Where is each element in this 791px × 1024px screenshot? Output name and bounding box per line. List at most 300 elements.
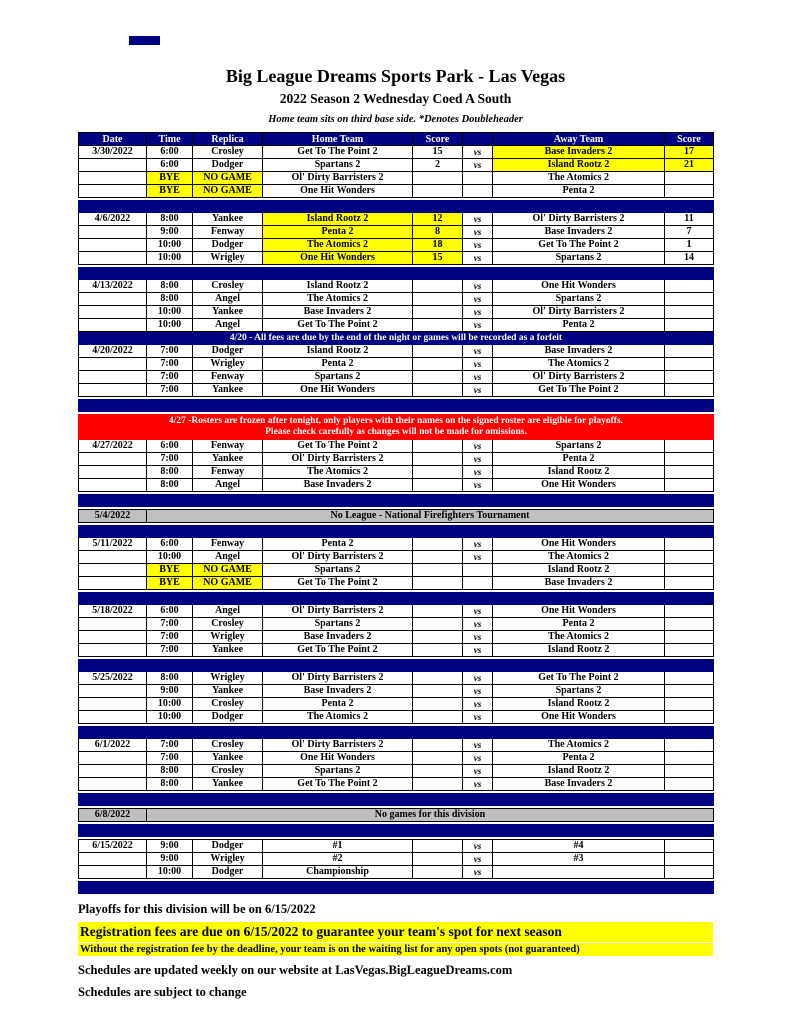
vs-cell: vs <box>463 840 493 853</box>
home-score-cell <box>413 778 463 791</box>
separator-bar <box>79 794 714 806</box>
home-score-cell <box>413 185 463 198</box>
vs-cell: vs <box>463 685 493 698</box>
vs-cell: vs <box>463 479 493 492</box>
home-score-cell <box>413 319 463 332</box>
away-team-cell: Base Invaders 2 <box>493 226 665 239</box>
away-team-cell: Penta 2 <box>493 453 665 466</box>
home-team-cell: Spartans 2 <box>263 618 413 631</box>
replica-cell: Fenway <box>193 226 263 239</box>
away-team-cell: Island Rootz 2 <box>493 765 665 778</box>
replica-cell: Wrigley <box>193 358 263 371</box>
home-score-cell: 12 <box>413 213 463 226</box>
away-team-cell: Base Invaders 2 <box>493 146 665 159</box>
home-team-cell: Spartans 2 <box>263 371 413 384</box>
replica-cell: Crosley <box>193 698 263 711</box>
registration-fee-note: Registration fees are due on 6/15/2022 to guarantee your team's spot for next season <box>78 922 713 942</box>
away-team-cell: Get To The Point 2 <box>493 384 665 397</box>
away-score-cell <box>665 605 714 618</box>
vs-cell: vs <box>463 551 493 564</box>
replica-cell: Yankee <box>193 778 263 791</box>
table-header-row <box>79 133 714 146</box>
home-score-cell <box>413 538 463 551</box>
home-team-cell: The Atomics 2 <box>263 239 413 252</box>
game-row <box>79 319 714 332</box>
home-score-cell <box>413 577 463 590</box>
time-cell: BYE <box>147 185 193 198</box>
banner-line-1: 4/27 -Rosters are frozen after tonight, only players with their names on the signed roster are eligible for playoffs. <box>168 416 624 426</box>
vs-cell: vs <box>463 631 493 644</box>
time-cell: 10:00 <box>147 319 193 332</box>
date-cell <box>79 185 147 198</box>
date-cell <box>79 866 147 879</box>
away-score-cell <box>665 280 714 293</box>
home-score-cell <box>413 644 463 657</box>
col-header-vs <box>463 133 493 146</box>
away-score-cell <box>665 319 714 332</box>
away-score-cell <box>665 466 714 479</box>
replica-cell: Crosley <box>193 739 263 752</box>
roster-freeze-banner <box>79 415 714 440</box>
date-cell: 5/25/2022 <box>79 672 147 685</box>
time-cell: 10:00 <box>147 866 193 879</box>
time-cell: 7:00 <box>147 631 193 644</box>
home-team-cell: Get To The Point 2 <box>263 319 413 332</box>
away-team-cell: Get To The Point 2 <box>493 672 665 685</box>
game-row <box>79 644 714 657</box>
away-score-cell <box>665 538 714 551</box>
home-team-cell: One Hit Wonders <box>263 185 413 198</box>
away-team-cell: The Atomics 2 <box>493 172 665 185</box>
vs-cell: vs <box>463 778 493 791</box>
away-team-cell: Penta 2 <box>493 185 665 198</box>
vs-cell: vs <box>463 280 493 293</box>
game-row <box>79 466 714 479</box>
away-score-cell <box>665 765 714 778</box>
time-cell: 7:00 <box>147 371 193 384</box>
home-team-cell: Island Rootz 2 <box>263 213 413 226</box>
time-cell: 7:00 <box>147 384 193 397</box>
away-team-cell: Get To The Point 2 <box>493 239 665 252</box>
home-team-cell: #1 <box>263 840 413 853</box>
away-score-cell: 14 <box>665 252 714 265</box>
date-cell <box>79 226 147 239</box>
home-score-cell: 2 <box>413 159 463 172</box>
replica-cell: Yankee <box>193 384 263 397</box>
date-cell: 6/1/2022 <box>79 739 147 752</box>
col-header-time: Time <box>147 133 193 146</box>
vs-cell <box>463 185 493 198</box>
time-cell: 8:00 <box>147 672 193 685</box>
home-team-cell: Penta 2 <box>263 698 413 711</box>
time-cell: 8:00 <box>147 213 193 226</box>
game-row <box>79 551 714 564</box>
date-cell: 5/18/2022 <box>79 605 147 618</box>
date-cell <box>79 159 147 172</box>
home-score-cell: 15 <box>413 252 463 265</box>
away-score-cell <box>665 685 714 698</box>
home-score-cell <box>413 711 463 724</box>
home-team-cell: Get To The Point 2 <box>263 577 413 590</box>
separator-row <box>79 268 714 280</box>
game-row <box>79 306 714 319</box>
vs-cell: vs <box>463 453 493 466</box>
home-score-cell <box>413 605 463 618</box>
away-score-cell <box>665 698 714 711</box>
vs-cell: vs <box>463 765 493 778</box>
home-score-cell <box>413 479 463 492</box>
date-cell: 4/6/2022 <box>79 213 147 226</box>
away-score-cell <box>665 853 714 866</box>
vs-cell: vs <box>463 739 493 752</box>
date-cell <box>79 698 147 711</box>
separator-bar <box>79 400 714 412</box>
waiting-list-note: Without the registration fee by the deadline, your team is on the waiting list for any open spots (not guaranteed) <box>78 943 713 956</box>
vs-cell: vs <box>463 226 493 239</box>
separator-bar <box>79 593 714 605</box>
time-cell: 10:00 <box>147 698 193 711</box>
date-cell: 4/27/2022 <box>79 440 147 453</box>
home-score-cell <box>413 685 463 698</box>
away-score-cell <box>665 631 714 644</box>
replica-cell: Yankee <box>193 644 263 657</box>
home-score-cell <box>413 172 463 185</box>
away-team-cell: Spartans 2 <box>493 685 665 698</box>
away-score-cell <box>665 739 714 752</box>
vs-cell: vs <box>463 159 493 172</box>
game-row <box>79 765 714 778</box>
date-cell <box>79 765 147 778</box>
home-score-cell <box>413 840 463 853</box>
home-score-cell <box>413 466 463 479</box>
vs-cell: vs <box>463 293 493 306</box>
replica-cell: Fenway <box>193 538 263 551</box>
vs-cell: vs <box>463 146 493 159</box>
time-cell: 7:00 <box>147 752 193 765</box>
bye-row <box>79 577 714 590</box>
game-row <box>79 618 714 631</box>
vs-cell <box>463 564 493 577</box>
vs-cell: vs <box>463 306 493 319</box>
home-score-cell: 18 <box>413 239 463 252</box>
time-cell: 8:00 <box>147 280 193 293</box>
separator-bar <box>79 882 714 894</box>
game-row <box>79 345 714 358</box>
vs-cell: vs <box>463 345 493 358</box>
separator-bar <box>79 268 714 280</box>
home-team-cell: Championship <box>263 866 413 879</box>
date-cell <box>79 172 147 185</box>
time-cell: 10:00 <box>147 551 193 564</box>
date-cell: 6/8/2022 <box>79 809 147 822</box>
away-team-cell: #4 <box>493 840 665 853</box>
game-row <box>79 479 714 492</box>
vs-cell: vs <box>463 371 493 384</box>
fees-due-note: 4/20 - All fees are due by the end of the night or games will be recorded as a forfeit <box>79 332 714 345</box>
away-team-cell: Penta 2 <box>493 752 665 765</box>
away-team-cell: The Atomics 2 <box>493 551 665 564</box>
schedule-table-body <box>79 146 714 894</box>
home-score-cell <box>413 293 463 306</box>
home-team-cell: Ol' Dirty Barristers 2 <box>263 739 413 752</box>
away-score-cell: 21 <box>665 159 714 172</box>
time-cell: BYE <box>147 564 193 577</box>
home-team-cell: #2 <box>263 853 413 866</box>
notice-text: No games for this division <box>147 809 714 822</box>
game-row <box>79 213 714 226</box>
time-cell: 9:00 <box>147 840 193 853</box>
date-cell <box>79 711 147 724</box>
replica-cell: Yankee <box>193 213 263 226</box>
time-cell: 7:00 <box>147 618 193 631</box>
time-cell: 8:00 <box>147 479 193 492</box>
home-team-cell: Get To The Point 2 <box>263 778 413 791</box>
game-row <box>79 384 714 397</box>
home-team-cell: Ol' Dirty Barristers 2 <box>263 605 413 618</box>
date-cell <box>79 466 147 479</box>
date-cell: 6/15/2022 <box>79 840 147 853</box>
separator-row <box>79 201 714 213</box>
date-cell <box>79 252 147 265</box>
time-cell: 8:00 <box>147 765 193 778</box>
date-cell <box>79 564 147 577</box>
top-corner-mark <box>129 36 160 45</box>
vs-cell: vs <box>463 644 493 657</box>
away-score-cell <box>665 453 714 466</box>
away-score-cell: 17 <box>665 146 714 159</box>
home-score-cell: 15 <box>413 146 463 159</box>
date-cell <box>79 577 147 590</box>
date-cell <box>79 853 147 866</box>
replica-cell: Angel <box>193 293 263 306</box>
separator-bar <box>79 495 714 507</box>
replica-cell: Crosley <box>193 765 263 778</box>
separator-note-row <box>79 332 714 345</box>
game-row <box>79 280 714 293</box>
vs-cell: vs <box>463 752 493 765</box>
game-row <box>79 631 714 644</box>
away-team-cell: Island Rootz 2 <box>493 564 665 577</box>
home-team-cell: One Hit Wonders <box>263 384 413 397</box>
time-cell: 7:00 <box>147 644 193 657</box>
vs-cell: vs <box>463 440 493 453</box>
replica-cell: NO GAME <box>193 577 263 590</box>
away-score-cell <box>665 358 714 371</box>
game-row <box>79 358 714 371</box>
home-score-cell <box>413 765 463 778</box>
notice-text: No League - National Firefighters Tournament <box>147 510 714 523</box>
game-row <box>79 752 714 765</box>
date-cell <box>79 293 147 306</box>
away-score-cell <box>665 371 714 384</box>
page-title: Big League Dreams Sports Park - Las Vegas <box>225 66 566 86</box>
away-team-cell: Base Invaders 2 <box>493 778 665 791</box>
replica-cell: Dodger <box>193 159 263 172</box>
away-team-cell: One Hit Wonders <box>493 280 665 293</box>
away-score-cell <box>665 778 714 791</box>
home-team-cell: Island Rootz 2 <box>263 280 413 293</box>
separator-bar <box>79 526 714 538</box>
separator-row <box>79 882 714 894</box>
away-score-cell <box>665 293 714 306</box>
home-score-cell <box>413 672 463 685</box>
roster-freeze-banner-row <box>79 415 714 440</box>
subject-to-change-note: Schedules are subject to change <box>78 985 247 999</box>
replica-cell: Angel <box>193 319 263 332</box>
vs-cell: vs <box>463 618 493 631</box>
date-cell <box>79 371 147 384</box>
home-team-cell: The Atomics 2 <box>263 466 413 479</box>
replica-cell: Fenway <box>193 466 263 479</box>
bye-row <box>79 185 714 198</box>
home-team-cell: One Hit Wonders <box>263 752 413 765</box>
game-row <box>79 453 714 466</box>
away-team-cell: Spartans 2 <box>493 252 665 265</box>
date-cell: 4/13/2022 <box>79 280 147 293</box>
replica-cell: Yankee <box>193 306 263 319</box>
home-team-cell: Ol' Dirty Barristers 2 <box>263 453 413 466</box>
home-team-cell: Ol' Dirty Barristers 2 <box>263 172 413 185</box>
time-cell: 6:00 <box>147 440 193 453</box>
game-row <box>79 293 714 306</box>
replica-cell: Dodger <box>193 345 263 358</box>
away-team-cell: Penta 2 <box>493 618 665 631</box>
game-row <box>79 371 714 384</box>
home-team-cell: Penta 2 <box>263 358 413 371</box>
home-team-cell: Ol' Dirty Barristers 2 <box>263 672 413 685</box>
away-score-cell <box>665 577 714 590</box>
date-cell <box>79 479 147 492</box>
separator-row <box>79 794 714 806</box>
away-team-cell: #3 <box>493 853 665 866</box>
replica-cell: Wrigley <box>193 252 263 265</box>
time-cell: 8:00 <box>147 293 193 306</box>
away-team-cell: Ol' Dirty Barristers 2 <box>493 213 665 226</box>
home-team-cell: Penta 2 <box>263 538 413 551</box>
home-team-cell: The Atomics 2 <box>263 711 413 724</box>
date-cell: 5/4/2022 <box>79 510 147 523</box>
separator-row <box>79 660 714 672</box>
vs-cell: vs <box>463 605 493 618</box>
away-score-cell <box>665 644 714 657</box>
time-cell: 6:00 <box>147 538 193 551</box>
away-score-cell <box>665 618 714 631</box>
away-score-cell <box>665 866 714 879</box>
replica-cell: Fenway <box>193 371 263 384</box>
home-team-cell: Get To The Point 2 <box>263 644 413 657</box>
time-cell: 9:00 <box>147 685 193 698</box>
time-cell: 10:00 <box>147 306 193 319</box>
home-score-cell <box>413 866 463 879</box>
replica-cell: Yankee <box>193 453 263 466</box>
vs-cell: vs <box>463 252 493 265</box>
page-subtitle: 2022 Season 2 Wednesday Coed A South <box>279 91 512 106</box>
time-cell: 6:00 <box>147 146 193 159</box>
replica-cell: Fenway <box>193 440 263 453</box>
game-row <box>79 146 714 159</box>
notice-row <box>79 510 714 523</box>
home-team-cell: Spartans 2 <box>263 564 413 577</box>
bye-row <box>79 172 714 185</box>
replica-cell: Wrigley <box>193 631 263 644</box>
away-score-cell <box>665 479 714 492</box>
game-row <box>79 538 714 551</box>
separator-row <box>79 400 714 412</box>
away-team-cell: Island Rootz 2 <box>493 466 665 479</box>
time-cell: 10:00 <box>147 252 193 265</box>
date-cell <box>79 778 147 791</box>
col-header-replica: Replica <box>193 133 263 146</box>
replica-cell: Crosley <box>193 280 263 293</box>
home-team-cell: Base Invaders 2 <box>263 685 413 698</box>
col-header-home-score: Score <box>413 133 463 146</box>
replica-cell: NO GAME <box>193 172 263 185</box>
replica-cell: Dodger <box>193 711 263 724</box>
date-cell <box>79 752 147 765</box>
vs-cell: vs <box>463 466 493 479</box>
separator-bar <box>79 660 714 672</box>
away-score-cell <box>665 345 714 358</box>
date-cell <box>79 644 147 657</box>
away-team-cell: One Hit Wonders <box>493 711 665 724</box>
game-row <box>79 739 714 752</box>
date-cell <box>79 551 147 564</box>
time-cell: 9:00 <box>147 226 193 239</box>
away-team-cell: The Atomics 2 <box>493 631 665 644</box>
time-cell: 6:00 <box>147 605 193 618</box>
game-row <box>79 711 714 724</box>
home-team-cell: Base Invaders 2 <box>263 631 413 644</box>
replica-cell: Dodger <box>193 866 263 879</box>
home-team-note: Home team sits on third base side. *Denotes Doubleheader <box>268 114 523 125</box>
away-team-cell: One Hit Wonders <box>493 538 665 551</box>
away-team-cell: Island Rootz 2 <box>493 159 665 172</box>
vs-cell: vs <box>463 672 493 685</box>
home-score-cell <box>413 371 463 384</box>
home-score-cell <box>413 306 463 319</box>
date-cell <box>79 453 147 466</box>
replica-cell: Angel <box>193 605 263 618</box>
home-score-cell <box>413 618 463 631</box>
vs-cell: vs <box>463 698 493 711</box>
home-team-cell: Get To The Point 2 <box>263 440 413 453</box>
away-team-cell: Island Rootz 2 <box>493 644 665 657</box>
date-cell <box>79 239 147 252</box>
banner-line-2: Please check carefully as changes will not be made for omissions. <box>265 427 527 437</box>
home-team-cell: The Atomics 2 <box>263 293 413 306</box>
away-score-cell <box>665 384 714 397</box>
vs-cell: vs <box>463 239 493 252</box>
game-row <box>79 605 714 618</box>
game-row <box>79 226 714 239</box>
away-team-cell: The Atomics 2 <box>493 358 665 371</box>
separator-row <box>79 825 714 837</box>
replica-cell: Angel <box>193 479 263 492</box>
replica-cell: Wrigley <box>193 672 263 685</box>
home-score-cell <box>413 739 463 752</box>
home-score-cell <box>413 752 463 765</box>
game-row <box>79 159 714 172</box>
away-score-cell <box>665 172 714 185</box>
vs-cell <box>463 577 493 590</box>
notice-row <box>79 809 714 822</box>
vs-cell: vs <box>463 319 493 332</box>
replica-cell: Yankee <box>193 685 263 698</box>
game-row <box>79 239 714 252</box>
vs-cell: vs <box>463 711 493 724</box>
home-team-cell: Base Invaders 2 <box>263 479 413 492</box>
away-team-cell: Spartans 2 <box>493 440 665 453</box>
